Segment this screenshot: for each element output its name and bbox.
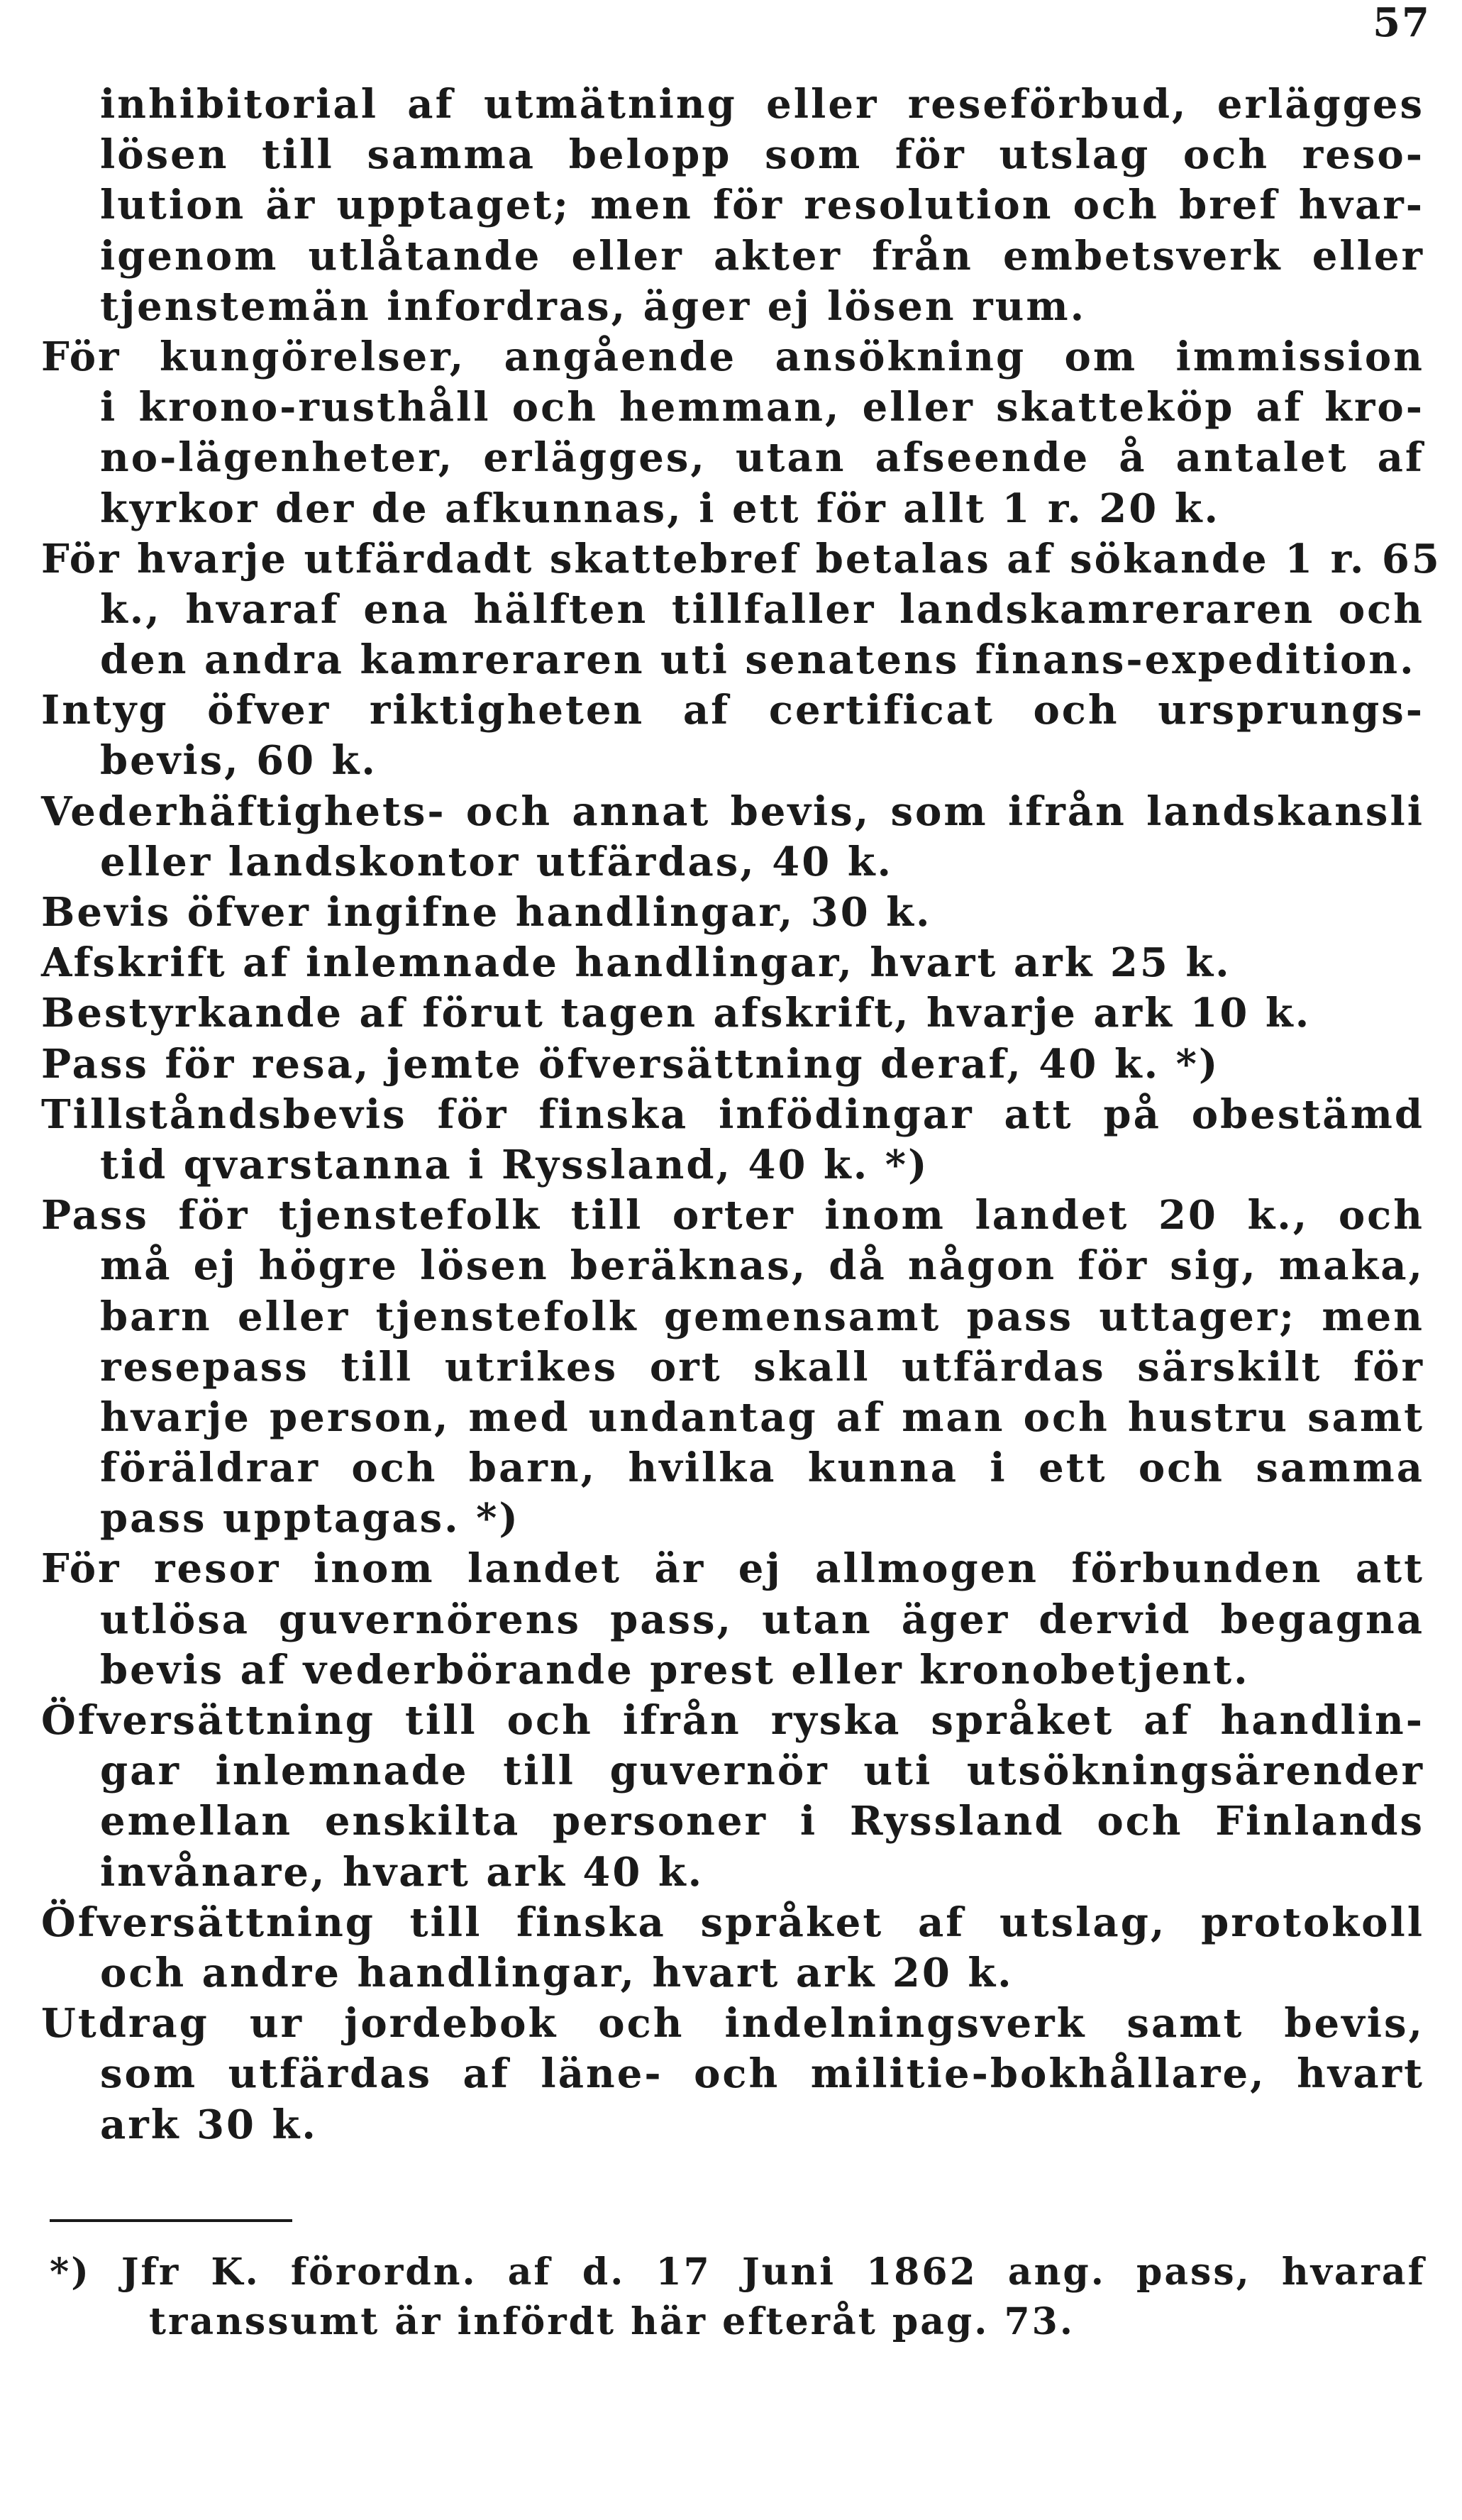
text-line: eller landskontor utfärdas, 40 k. xyxy=(100,838,893,885)
page-number: 57 xyxy=(1373,0,1431,46)
text-line: Bestyrkande af förut tagen afskrift, hvarje ark 10 k. xyxy=(41,990,1312,1037)
text-line: tjenstemän infordras, äger ej lösen rum. xyxy=(100,282,1087,330)
paragraph xyxy=(41,1544,1424,1696)
paragraph xyxy=(41,787,1424,888)
text-line: inhibitorial af utmätning eller reseförbud, erlägges xyxy=(100,81,1424,128)
text-line: resepass till utrikes ort skall utfärdas särskilt för xyxy=(100,1343,1424,1391)
text-line: lösen till samma belopp som för utslag och reso- xyxy=(100,131,1424,179)
text-line: som utfärdas af läne- och militie-bokhållare, hvart xyxy=(100,2050,1424,2098)
text-line: invånare, hvart ark 40 k. xyxy=(100,1848,704,1896)
text-line: bevis, 60 k. xyxy=(100,737,377,785)
paragraph xyxy=(41,1898,1424,1999)
text-line: ark 30 k. xyxy=(100,2101,318,2148)
paragraph xyxy=(41,79,1424,332)
text-line: Afskrift af inlemnade handlingar, hvart ark 25 k. xyxy=(41,939,1231,987)
text-line: gar inlemnade till guvernör uti utsökningsärender xyxy=(100,1747,1424,1795)
text-line: Utdrag ur jordebok och indelningsverk samt bevis, xyxy=(41,2000,1424,2048)
text-line: Bevis öfver ingifne handlingar, 30 k. xyxy=(41,889,932,936)
paragraph xyxy=(41,988,1424,1039)
text-line: Intyg öfver riktigheten af certificat och ursprungs- xyxy=(41,687,1424,734)
text-line: Pass för tjenstefolk till orter inom landet 20 k., och xyxy=(41,1192,1424,1239)
footnote-divider xyxy=(50,2219,292,2222)
paragraph xyxy=(41,1090,1424,1190)
paragraph xyxy=(41,1696,1424,1898)
text-line: utlösa guvernörens pass, utan äger dervid begagna xyxy=(100,1596,1424,1643)
text-line: Tillståndsbevis för finska infödingar att på obestämd xyxy=(41,1090,1424,1138)
text-line: no-lägenheter, erlägges, utan afseende å antalet af xyxy=(100,434,1424,482)
text-line: föräldrar och barn, hvilka kunna i ett och samma xyxy=(100,1444,1424,1492)
paragraph xyxy=(41,685,1424,786)
text-line: Öfversättning till och ifrån ryska språket af handlin- xyxy=(41,1697,1424,1744)
text-line: må ej högre lösen beräknas, då någon för sig, maka, xyxy=(100,1242,1424,1290)
text-line: För hvarje utfärdadt skattebref betalas af sökande 1 r. 65 xyxy=(41,535,1441,582)
paragraph xyxy=(41,1190,1424,1544)
text-line: hvarje person, med undantag af man och hustru samt xyxy=(100,1393,1424,1441)
text-line: Vederhäftighets- och annat bevis, som ifrån landskansli xyxy=(41,788,1424,835)
paragraph xyxy=(41,888,1424,938)
footnote-line: *) Jfr K. förordn. af d. 17 Juni 1862 ang. pass, hvaraf xyxy=(50,2250,1426,2294)
body-text xyxy=(41,79,1441,2150)
footnote xyxy=(50,2248,1426,2347)
text-line: k., hvaraf ena hälften tillfaller landskamreraren och xyxy=(100,585,1424,633)
text-line: pass upptagas. *) xyxy=(100,1495,520,1542)
paragraph xyxy=(41,1039,1424,1090)
text-line: Pass för resa, jemte öfversättning deraf, 40 k. *) xyxy=(41,1040,1220,1088)
text-line: bevis af vederbörande prest eller kronobetjent. xyxy=(100,1646,1250,1693)
text-line: barn eller tjenstefolk gemensamt pass uttager; men xyxy=(100,1293,1424,1340)
text-line: tid qvarstanna i Ryssland, 40 k. *) xyxy=(100,1141,929,1188)
text-line: och andre handlingar, hvart ark 20 k. xyxy=(100,1949,1014,1996)
paragraph xyxy=(41,332,1424,534)
footnote-line: transsumt är infördt här efteråt pag. 73. xyxy=(149,2300,1075,2343)
text-line: den andra kamreraren uti senatens finans-expedition. xyxy=(100,636,1416,684)
paragraph xyxy=(41,534,1441,686)
text-line: Öfversättning till finska språket af utslag, protokoll xyxy=(41,1899,1424,1946)
text-line: emellan enskilta personer i Ryssland och Finlands xyxy=(100,1798,1424,1845)
text-line: kyrkor der de afkunnas, i ett för allt 1 r. 20 k. xyxy=(100,485,1220,532)
text-line: i krono-rusthåll och hemman, eller skatteköp af kro- xyxy=(100,384,1424,431)
paragraph xyxy=(41,1999,1424,2150)
text-line: För kungörelser, angående ansökning om immission xyxy=(41,333,1424,380)
text-line: För resor inom landet är ej allmogen förbunden att xyxy=(41,1545,1424,1593)
paragraph xyxy=(41,938,1424,988)
text-line: lution är upptaget; men för resolution och bref hvar- xyxy=(100,182,1424,229)
text-line: igenom utlåtande eller akter från embetsverk eller xyxy=(100,232,1424,280)
